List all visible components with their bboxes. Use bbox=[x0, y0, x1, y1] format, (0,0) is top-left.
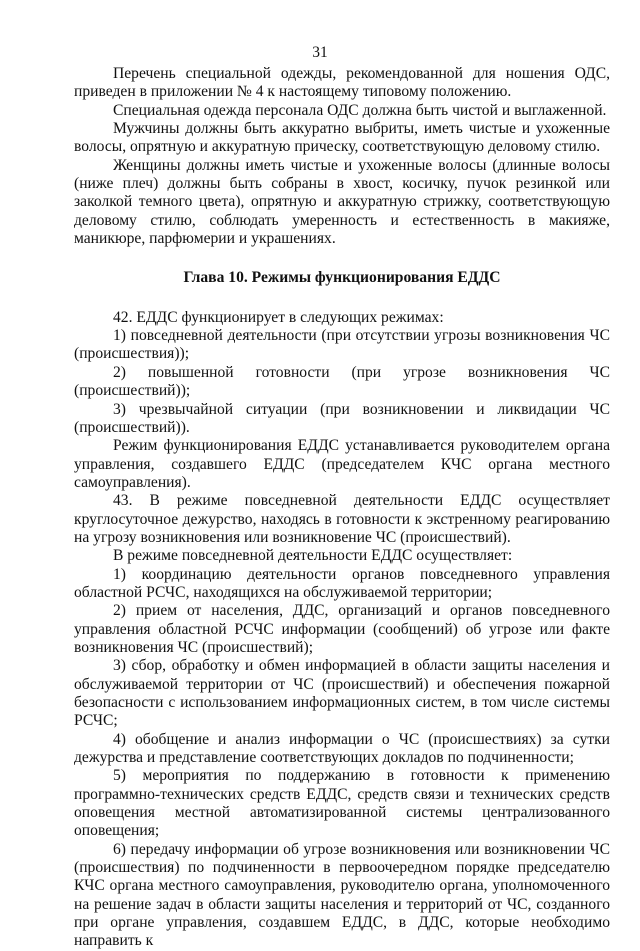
paragraph-clothing-clean: Специальная одежда персонала ОДС должна быть чистой и выглаженной. bbox=[113, 101, 607, 119]
document-body bbox=[74, 65, 610, 951]
paragraph-43-daily-mode: 43. В режиме повседневной деятельности ЕДДС осуществляет круглосуточное дежурство, находясь в готовности к экстренному реагированию на угрозу возникновения или возникновение ЧС (происшествий). bbox=[74, 492, 610, 546]
paragraph-men-appearance: Мужчины должны быть аккуратно выбриты, иметь чистые и ухоженные волосы, опрятную и аккуратную прическу, соответствующую деловому стилю. bbox=[74, 120, 610, 156]
list-item-daily-4: 4) обобщение и анализ информации о ЧС (происшествиях) за сутки дежурства и представление соответствующих докладов по подчиненности; bbox=[74, 730, 610, 767]
paragraph-42-modes: 42. ЕДДС функционирует в следующих режимах: bbox=[113, 308, 444, 326]
page-number: 31 bbox=[312, 44, 328, 61]
list-item-mode-1: 1) повседневной деятельности (при отсутствии угрозы возникновения ЧС (происшествия)); bbox=[74, 327, 610, 363]
list-item-daily-2: 2) прием от населения, ДДС, организаций и органов повседневного управления областной РСЧС информации (сообщений) об угрозе или факте возникновения ЧС (происшествий); bbox=[74, 602, 610, 656]
list-item-mode-3: 3) чрезвычайной ситуации (при возникновении и ликвидации ЧС (происшествий)). bbox=[74, 400, 610, 436]
paragraph-mode-set-by: Режим функционирования ЕДДС устанавливается руководителем органа управления, создавшего ЕДДС (председателем КЧС органа местного самоуправления). bbox=[74, 437, 610, 491]
list-item-daily-5: 5) мероприятия по поддержанию в готовности к применению программно-технических средств ЕДДС, средств связи и технических средств оповещения местной автоматизированной системы централизованного оповещения; bbox=[74, 767, 610, 840]
list-item-daily-6: 6) передачу информации об угрозе возникновения или возникновении ЧС (происшествия) по подчиненности в первоочередном порядке председателю КЧС органа местного самоуправления, руководителю органа, уполномоченного на решение задач в области защиты населения и территорий от ЧС, созданного при органе управления, создавшем ЕДДС, в ДДС, которые необходимо направить к bbox=[74, 840, 610, 950]
paragraph-women-appearance: Женщины должны иметь чистые и ухоженные волосы (длинные волосы (ниже плеч) должны быть собраны в хвост, косичку, пучок резинкой или заколкой темного цвета), опрятную и аккуратную стрижку, соответствующую деловому стилю, соблюдать умеренность и естественность в макияже, маникюре, парфюмерии и украшениях. bbox=[74, 156, 610, 248]
paragraph-special-clothing-list: Перечень специальной одежды, рекомендованной для ношения ОДС, приведен в приложении № 4 к настоящему типовому положению. bbox=[74, 65, 610, 101]
list-item-mode-2: 2) повышенной готовности (при угрозе возникновения ЧС (происшествий)); bbox=[74, 363, 610, 400]
paragraph-daily-mode-intro: В режиме повседневной деятельности ЕДДС осуществляет: bbox=[113, 547, 513, 565]
chapter-heading: Глава 10. Режимы функционирования ЕДДС bbox=[183, 269, 501, 287]
list-item-daily-3: 3) сбор, обработку и обмен информацией в области защиты населения и обслуживаемой территории от ЧС (происшествий) и обеспечения пожарной безопасности с использованием информационных систем, в том числе системы РСЧС; bbox=[74, 657, 610, 730]
list-item-daily-1: 1) координацию деятельности органов повседневного управления областной РСЧС, находящихся на обслуживаемой территории; bbox=[74, 565, 610, 601]
